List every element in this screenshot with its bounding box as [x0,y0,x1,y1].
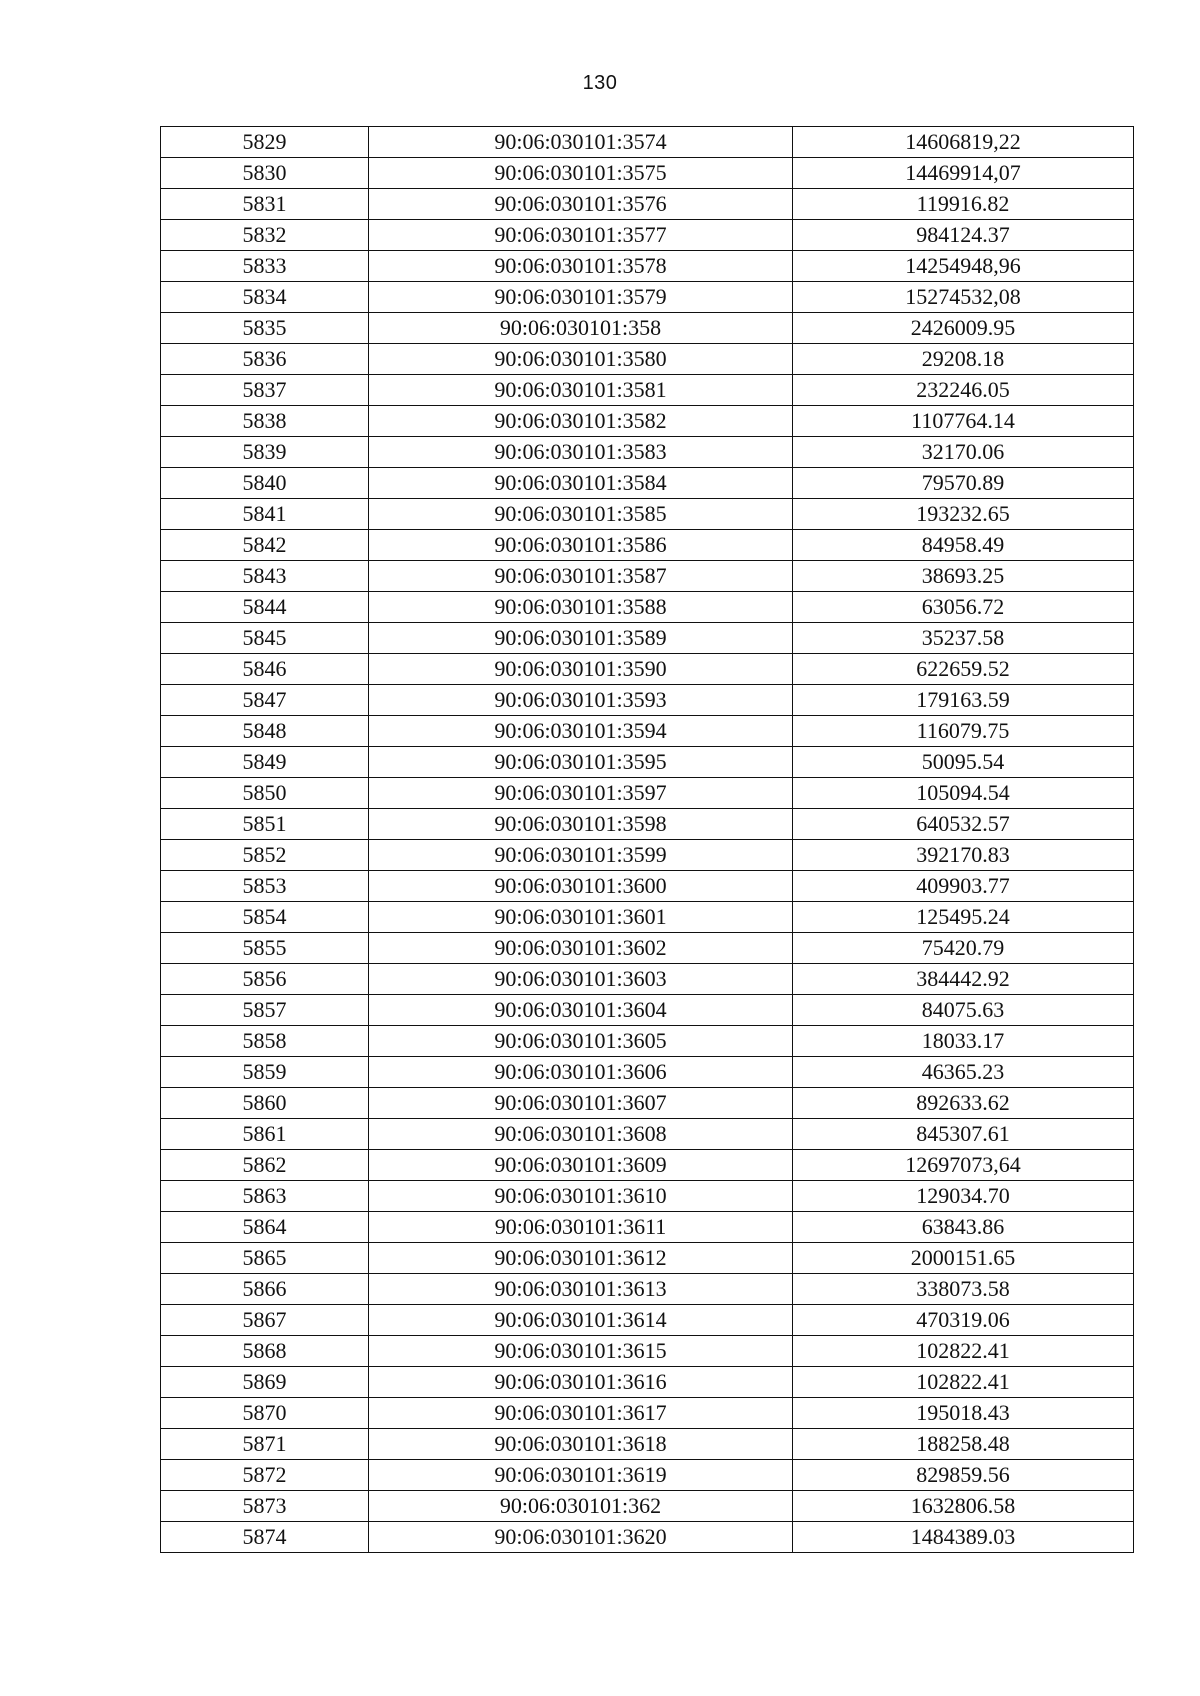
value-cell: 35237.58 [793,623,1134,654]
row-number-cell: 5858 [161,1026,369,1057]
cadastral-number-cell: 90:06:030101:3593 [369,685,793,716]
cadastral-number-cell: 90:06:030101:3620 [369,1522,793,1553]
row-number-cell: 5836 [161,344,369,375]
value-cell: 84075.63 [793,995,1134,1026]
cadastral-number-cell: 90:06:030101:358 [369,313,793,344]
cadastral-number-cell: 90:06:030101:3612 [369,1243,793,1274]
row-number-cell: 5872 [161,1460,369,1491]
row-number-cell: 5859 [161,1057,369,1088]
table-row [161,158,1134,189]
cadastral-number-cell: 90:06:030101:3580 [369,344,793,375]
table-row [161,530,1134,561]
cadastral-number-cell: 90:06:030101:3590 [369,654,793,685]
cadastral-number-cell: 90:06:030101:3574 [369,127,793,158]
row-number-cell: 5845 [161,623,369,654]
table-row [161,995,1134,1026]
cadastral-table [160,126,1134,1553]
row-number-cell: 5870 [161,1398,369,1429]
value-cell: 12697073,64 [793,1150,1134,1181]
table-row [161,933,1134,964]
table-row [161,1274,1134,1305]
cadastral-number-cell: 90:06:030101:3619 [369,1460,793,1491]
cadastral-number-cell: 90:06:030101:3585 [369,499,793,530]
cadastral-number-cell: 90:06:030101:3581 [369,375,793,406]
row-number-cell: 5850 [161,778,369,809]
value-cell: 63056.72 [793,592,1134,623]
value-cell: 640532.57 [793,809,1134,840]
row-number-cell: 5846 [161,654,369,685]
row-number-cell: 5840 [161,468,369,499]
table-row [161,406,1134,437]
table-row [161,1119,1134,1150]
row-number-cell: 5860 [161,1088,369,1119]
value-cell: 392170.83 [793,840,1134,871]
table-row [161,623,1134,654]
cadastral-number-cell: 90:06:030101:3576 [369,189,793,220]
cadastral-number-cell: 90:06:030101:3615 [369,1336,793,1367]
value-cell: 63843.86 [793,1212,1134,1243]
value-cell: 193232.65 [793,499,1134,530]
cadastral-number-cell: 90:06:030101:3577 [369,220,793,251]
value-cell: 1632806.58 [793,1491,1134,1522]
table-row [161,716,1134,747]
cadastral-number-cell: 90:06:030101:3584 [369,468,793,499]
value-cell: 1484389.03 [793,1522,1134,1553]
row-number-cell: 5864 [161,1212,369,1243]
value-cell: 892633.62 [793,1088,1134,1119]
value-cell: 102822.41 [793,1367,1134,1398]
cadastral-number-cell: 90:06:030101:3589 [369,623,793,654]
row-number-cell: 5830 [161,158,369,189]
row-number-cell: 5865 [161,1243,369,1274]
value-cell: 409903.77 [793,871,1134,902]
row-number-cell: 5857 [161,995,369,1026]
table-row [161,871,1134,902]
cadastral-number-cell: 90:06:030101:3613 [369,1274,793,1305]
table-row [161,1429,1134,1460]
table-row [161,654,1134,685]
cadastral-number-cell: 90:06:030101:3608 [369,1119,793,1150]
value-cell: 1107764.14 [793,406,1134,437]
value-cell: 46365.23 [793,1057,1134,1088]
cadastral-number-cell: 90:06:030101:3583 [369,437,793,468]
row-number-cell: 5847 [161,685,369,716]
value-cell: 129034.70 [793,1181,1134,1212]
value-cell: 38693.25 [793,561,1134,592]
value-cell: 119916.82 [793,189,1134,220]
table-row [161,964,1134,995]
cadastral-number-cell: 90:06:030101:3606 [369,1057,793,1088]
table-row [161,1243,1134,1274]
table-row [161,1150,1134,1181]
value-cell: 622659.52 [793,654,1134,685]
cadastral-number-cell: 90:06:030101:3600 [369,871,793,902]
table-row [161,1491,1134,1522]
table-row [161,685,1134,716]
table-row [161,1305,1134,1336]
cadastral-number-cell: 90:06:030101:3579 [369,282,793,313]
table-row [161,1367,1134,1398]
cadastral-number-cell: 90:06:030101:3588 [369,592,793,623]
value-cell: 105094.54 [793,778,1134,809]
value-cell: 470319.06 [793,1305,1134,1336]
row-number-cell: 5831 [161,189,369,220]
row-number-cell: 5838 [161,406,369,437]
row-number-cell: 5853 [161,871,369,902]
value-cell: 195018.43 [793,1398,1134,1429]
row-number-cell: 5841 [161,499,369,530]
table-row [161,499,1134,530]
table-row [161,809,1134,840]
row-number-cell: 5849 [161,747,369,778]
table-row [161,1181,1134,1212]
cadastral-number-cell: 90:06:030101:3598 [369,809,793,840]
table-row [161,778,1134,809]
row-number-cell: 5868 [161,1336,369,1367]
table-row [161,468,1134,499]
value-cell: 188258.48 [793,1429,1134,1460]
table-row [161,902,1134,933]
cadastral-number-cell: 90:06:030101:3575 [369,158,793,189]
cadastral-number-cell: 90:06:030101:3582 [369,406,793,437]
table-row [161,189,1134,220]
row-number-cell: 5852 [161,840,369,871]
value-cell: 14254948,96 [793,251,1134,282]
row-number-cell: 5848 [161,716,369,747]
cadastral-number-cell: 90:06:030101:3586 [369,530,793,561]
table-row [161,1398,1134,1429]
table-row [161,1212,1134,1243]
cadastral-number-cell: 90:06:030101:3601 [369,902,793,933]
cadastral-number-cell: 90:06:030101:3594 [369,716,793,747]
value-cell: 79570.89 [793,468,1134,499]
row-number-cell: 5861 [161,1119,369,1150]
value-cell: 29208.18 [793,344,1134,375]
cadastral-number-cell: 90:06:030101:3611 [369,1212,793,1243]
value-cell: 338073.58 [793,1274,1134,1305]
row-number-cell: 5834 [161,282,369,313]
row-number-cell: 5856 [161,964,369,995]
row-number-cell: 5863 [161,1181,369,1212]
page-number: 130 [582,72,618,94]
table-row [161,1522,1134,1553]
value-cell: 18033.17 [793,1026,1134,1057]
row-number-cell: 5867 [161,1305,369,1336]
value-cell: 2426009.95 [793,313,1134,344]
row-number-cell: 5842 [161,530,369,561]
cadastral-number-cell: 90:06:030101:3587 [369,561,793,592]
value-cell: 116079.75 [793,716,1134,747]
cadastral-number-cell: 90:06:030101:362 [369,1491,793,1522]
table-row [161,1057,1134,1088]
table-row [161,251,1134,282]
row-number-cell: 5833 [161,251,369,282]
value-cell: 50095.54 [793,747,1134,778]
row-number-cell: 5829 [161,127,369,158]
table-row [161,313,1134,344]
value-cell: 14469914,07 [793,158,1134,189]
row-number-cell: 5871 [161,1429,369,1460]
table-row [161,561,1134,592]
value-cell: 32170.06 [793,437,1134,468]
value-cell: 125495.24 [793,902,1134,933]
row-number-cell: 5837 [161,375,369,406]
value-cell: 15274532,08 [793,282,1134,313]
value-cell: 232246.05 [793,375,1134,406]
value-cell: 102822.41 [793,1336,1134,1367]
table-row [161,747,1134,778]
row-number-cell: 5851 [161,809,369,840]
table-row [161,1460,1134,1491]
row-number-cell: 5866 [161,1274,369,1305]
cadastral-number-cell: 90:06:030101:3595 [369,747,793,778]
cadastral-number-cell: 90:06:030101:3597 [369,778,793,809]
cadastral-number-cell: 90:06:030101:3603 [369,964,793,995]
cadastral-number-cell: 90:06:030101:3578 [369,251,793,282]
row-number-cell: 5855 [161,933,369,964]
row-number-cell: 5869 [161,1367,369,1398]
table-row [161,220,1134,251]
row-number-cell: 5839 [161,437,369,468]
cadastral-number-cell: 90:06:030101:3617 [369,1398,793,1429]
cadastral-number-cell: 90:06:030101:3609 [369,1150,793,1181]
table-row [161,282,1134,313]
cadastral-number-cell: 90:06:030101:3614 [369,1305,793,1336]
table-row [161,127,1134,158]
row-number-cell: 5873 [161,1491,369,1522]
value-cell: 2000151.65 [793,1243,1134,1274]
value-cell: 845307.61 [793,1119,1134,1150]
row-number-cell: 5854 [161,902,369,933]
table-row [161,840,1134,871]
value-cell: 75420.79 [793,933,1134,964]
cadastral-number-cell: 90:06:030101:3602 [369,933,793,964]
row-number-cell: 5844 [161,592,369,623]
table-row [161,437,1134,468]
value-cell: 384442.92 [793,964,1134,995]
table-row [161,344,1134,375]
value-cell: 84958.49 [793,530,1134,561]
table-row [161,1088,1134,1119]
value-cell: 14606819,22 [793,127,1134,158]
cadastral-number-cell: 90:06:030101:3604 [369,995,793,1026]
table-row [161,1026,1134,1057]
row-number-cell: 5843 [161,561,369,592]
table-row [161,592,1134,623]
cadastral-number-cell: 90:06:030101:3599 [369,840,793,871]
row-number-cell: 5832 [161,220,369,251]
cadastral-number-cell: 90:06:030101:3618 [369,1429,793,1460]
value-cell: 829859.56 [793,1460,1134,1491]
table-row [161,1336,1134,1367]
cadastral-number-cell: 90:06:030101:3616 [369,1367,793,1398]
table-body [161,127,1134,1553]
row-number-cell: 5835 [161,313,369,344]
cadastral-number-cell: 90:06:030101:3610 [369,1181,793,1212]
table-row [161,375,1134,406]
row-number-cell: 5874 [161,1522,369,1553]
cadastral-number-cell: 90:06:030101:3605 [369,1026,793,1057]
cadastral-number-cell: 90:06:030101:3607 [369,1088,793,1119]
value-cell: 984124.37 [793,220,1134,251]
value-cell: 179163.59 [793,685,1134,716]
row-number-cell: 5862 [161,1150,369,1181]
